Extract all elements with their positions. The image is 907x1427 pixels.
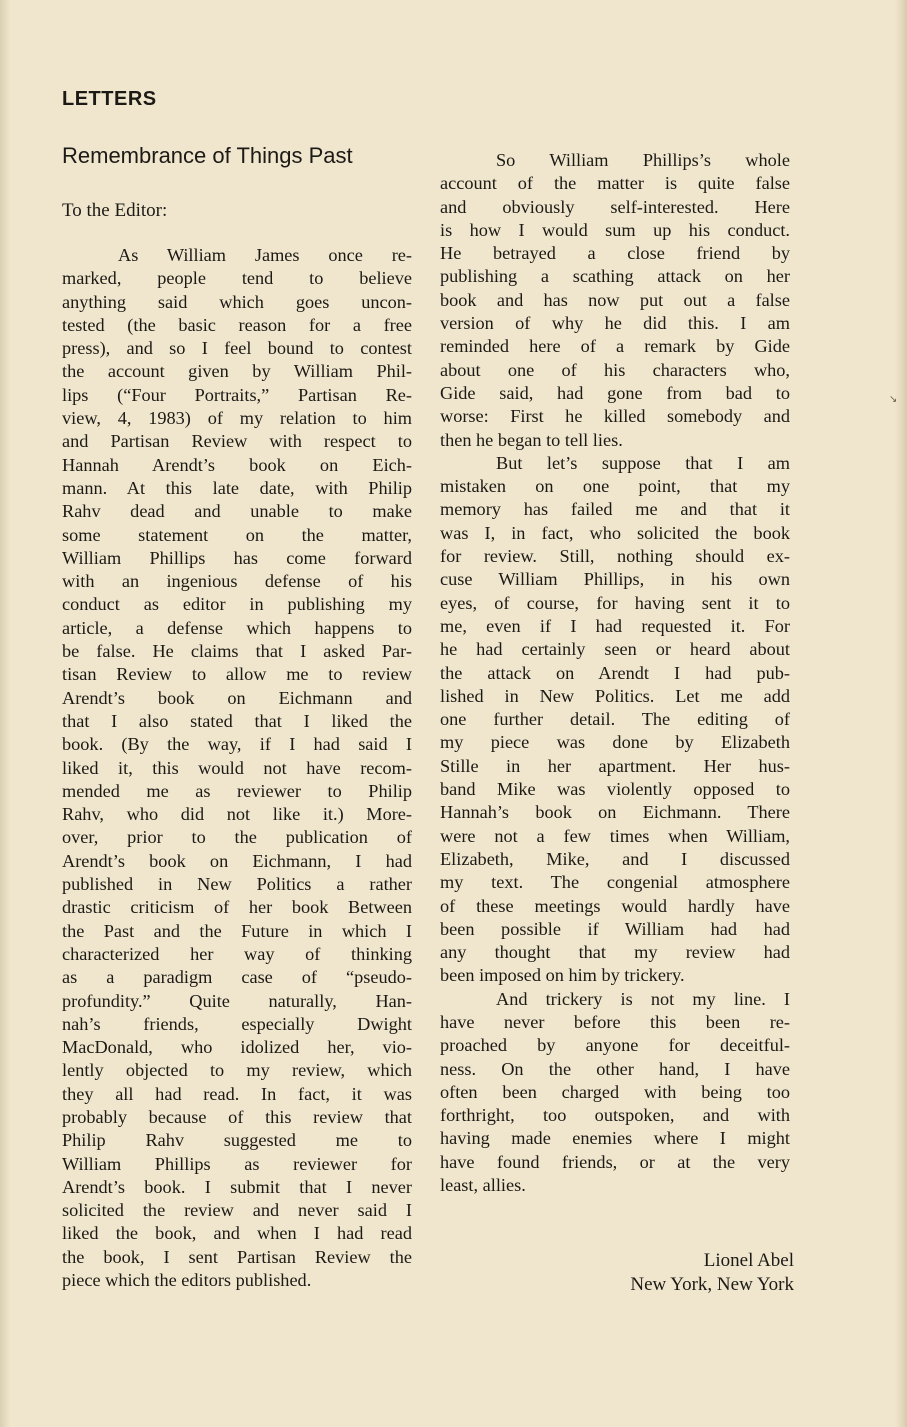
- text-line: Philip Rahv suggested me to: [62, 1130, 412, 1151]
- text-line: the Past and the Future in which I: [62, 920, 412, 941]
- text-line: But let’s suppose that I am: [496, 452, 790, 473]
- text-line: account of the matter is quite false: [440, 173, 790, 194]
- text-line: cuse William Phillips, in his own: [440, 569, 790, 590]
- text-line: tisan Review to allow me to review: [62, 664, 412, 685]
- text-line: is how I would sum up his conduct.: [440, 219, 790, 240]
- text-line: And trickery is not my line. I: [496, 988, 790, 1009]
- text-line: Hannah Arendt’s book on Eich-: [62, 454, 412, 475]
- text-line: often been charged with being too: [440, 1081, 790, 1102]
- text-line: reminded here of a remark by Gide: [440, 336, 790, 357]
- page-edge-left: [0, 0, 10, 1427]
- text-line: and Partisan Review with respect to: [62, 431, 412, 452]
- text-line: me, even if I had requested it. For: [440, 615, 790, 636]
- text-line: book and has now put out a false: [440, 289, 790, 310]
- text-line: view, 4, 1983) of my relation to him: [62, 408, 412, 429]
- text-line: least, allies.: [440, 1175, 526, 1196]
- paragraph: [440, 149, 790, 452]
- text-line: characterized her way of thinking: [62, 943, 412, 964]
- text-line: He betrayed a close friend by: [440, 243, 790, 264]
- paragraph: [440, 452, 790, 988]
- text-line: publishing a scathing attack on her: [440, 266, 790, 287]
- text-line: press), and so I feel bound to contest: [62, 338, 412, 359]
- text-line: marked, people tend to believe: [62, 268, 412, 289]
- text-line: Arendt’s book. I submit that I never: [62, 1176, 412, 1197]
- text-line: MacDonald, who idolized her, vio-: [62, 1037, 412, 1058]
- text-line: article, a defense which happens to: [62, 617, 412, 638]
- text-line: worse: First he killed somebody and: [440, 406, 790, 427]
- text-line: proached by anyone for deceitful-: [440, 1035, 790, 1056]
- text-line: my piece was done by Elizabeth: [440, 732, 790, 753]
- text-line: tested (the basic reason for a free: [62, 314, 412, 335]
- text-line: liked the book, and when I had read: [62, 1223, 412, 1244]
- text-line: have found friends, or at the very: [440, 1151, 790, 1172]
- section-heading: LETTERS: [62, 88, 157, 110]
- text-line: Arendt’s book on Eichmann, I had: [62, 850, 412, 871]
- text-line: So William Phillips’s whole: [496, 150, 790, 170]
- text-line: William Phillips has come forward: [62, 547, 412, 568]
- text-line: lips (“Four Portraits,” Partisan Re-: [62, 384, 412, 405]
- text-line: band Mike was violently opposed to: [440, 779, 790, 800]
- right-column: [440, 149, 790, 1197]
- signature-name: Lionel Abel: [703, 1250, 794, 1271]
- text-line: over, prior to the publication of: [62, 827, 412, 848]
- text-line: book. (By the way, if I had said I: [62, 734, 412, 755]
- text-line: mann. At this late date, with Philip: [62, 477, 412, 498]
- text-line: and obviously self-interested. Here: [440, 196, 790, 217]
- text-line: published in New Politics a rather: [62, 874, 412, 895]
- text-line: any thought that my review had: [440, 942, 790, 963]
- text-line: William Phillips as reviewer for: [62, 1153, 412, 1174]
- text-line: of these meetings would hardly have: [440, 895, 790, 916]
- article-title: Remembrance of Things Past: [62, 143, 353, 168]
- text-line: Rahv, who did not like it.) More-: [62, 804, 412, 825]
- text-line: mended me as reviewer to Philip: [62, 780, 412, 801]
- text-line: piece which the editors published.: [62, 1270, 312, 1291]
- text-line: drastic criticism of her book Between: [62, 897, 412, 918]
- text-line: the account given by William Phil-: [62, 361, 412, 382]
- text-line: about one of his characters who,: [440, 359, 790, 380]
- salutation: To the Editor:: [62, 200, 168, 221]
- text-line: forthright, too outspoken, and with: [440, 1105, 790, 1126]
- text-line: my text. The congenial atmosphere: [440, 872, 790, 893]
- margin-mark: ↘: [889, 394, 898, 405]
- text-line: been possible if William had had: [440, 918, 790, 939]
- text-line: profundity.” Quite naturally, Han-: [62, 990, 412, 1011]
- text-line: lently objected to my review, which: [62, 1060, 412, 1081]
- text-line: solicited the review and never said I: [62, 1200, 412, 1221]
- text-line: Rahv dead and unable to make: [62, 501, 412, 522]
- text-line: nah’s friends, especially Dwight: [62, 1013, 412, 1034]
- text-line: for review. Still, nothing should ex-: [440, 546, 790, 567]
- text-line: have never before this been re-: [440, 1011, 790, 1032]
- text-line: anything said which goes uncon-: [62, 291, 412, 312]
- text-line: then he began to tell lies.: [440, 429, 623, 450]
- text-line: Hannah’s book on Eichmann. There: [440, 802, 790, 823]
- text-line: Arendt’s book on Eichmann and: [62, 687, 412, 708]
- text-line: was I, in fact, who solicited the book: [440, 522, 790, 543]
- text-line: were not a few times when William,: [440, 825, 790, 846]
- signature-block: [630, 1249, 794, 1296]
- page-edge-right: [895, 0, 907, 1427]
- text-line: Elizabeth, Mike, and I discussed: [440, 848, 790, 869]
- text-line: he had certainly seen or heard about: [440, 639, 790, 660]
- text-line: been imposed on him by trickery.: [440, 965, 685, 986]
- text-line: eyes, of course, for having sent it to: [440, 592, 790, 613]
- text-line: having made enemies where I might: [440, 1128, 790, 1149]
- text-line: version of why he did this. I am: [440, 313, 790, 334]
- text-line: liked it, this would not have recom-: [62, 757, 412, 778]
- text-line: be false. He claims that I asked Par-: [62, 641, 412, 662]
- paragraph: [440, 988, 790, 1198]
- text-line: one further detail. The editing of: [440, 709, 790, 730]
- text-line: ness. On the other hand, I have: [440, 1058, 790, 1079]
- text-line: Stille in her apartment. Her hus-: [440, 755, 790, 776]
- text-line: as a paradigm case of “pseudo-: [62, 967, 412, 988]
- signature-location: New York, New York: [630, 1273, 794, 1295]
- text-line: memory has failed me and that it: [440, 499, 790, 520]
- text-line: lished in New Politics. Let me add: [440, 685, 790, 706]
- text-line: As William James once re-: [118, 245, 412, 265]
- text-line: some statement on the matter,: [62, 524, 412, 545]
- text-line: Gide said, had gone from bad to: [440, 382, 790, 403]
- text-line: probably because of this review that: [62, 1106, 412, 1127]
- text-line: they all had read. In fact, it was: [62, 1083, 412, 1104]
- text-line: conduct as editor in publishing my: [62, 594, 412, 615]
- paragraph: [62, 244, 412, 1292]
- text-line: that I also stated that I liked the: [62, 710, 412, 731]
- text-line: mistaken on one point, that my: [440, 476, 790, 497]
- text-line: the book, I sent Partisan Review the: [62, 1246, 412, 1267]
- text-line: the attack on Arendt I had pub-: [440, 662, 790, 683]
- left-column: [62, 244, 412, 1292]
- text-line: with an ingenious defense of his: [62, 571, 412, 592]
